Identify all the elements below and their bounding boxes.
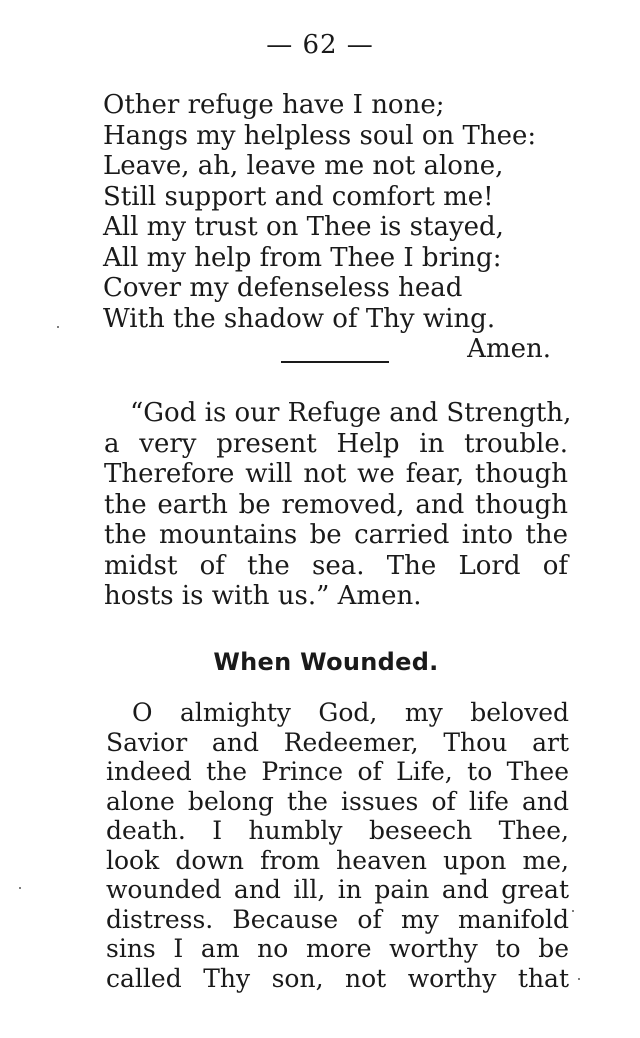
scan-speck xyxy=(578,978,580,980)
prayer-line: look down from heaven upon me, xyxy=(106,845,569,875)
hymn-stanza xyxy=(103,90,573,365)
prayer-line: death. I humbly beseech Thee, xyxy=(106,816,569,845)
scripture-line: Therefore will not we fear, though xyxy=(104,459,568,489)
prayer-line: alone belong the issues of life and xyxy=(106,786,569,816)
scan-speck xyxy=(19,887,21,889)
hymn-line: Cover my defenseless head xyxy=(103,273,463,303)
prayer-line: Savior and Redeemer, Thou art xyxy=(106,727,569,757)
scripture-line: the mountains be carried into the xyxy=(104,520,568,550)
scripture-line: hosts is with us.” Amen. xyxy=(104,581,422,611)
scripture-quote xyxy=(104,398,572,612)
scan-speck xyxy=(572,910,574,912)
section-divider xyxy=(281,361,389,363)
prayer-line: sins I am no more worthy to be xyxy=(106,934,569,963)
scripture-line: “God is our Refuge and Strength, xyxy=(130,398,572,428)
hymn-line: With the shadow of Thy wing. xyxy=(103,303,496,334)
scripture-line: a very present Help in trouble. xyxy=(104,428,568,459)
prayer-line: indeed the Prince of Life, to Thee xyxy=(106,757,569,786)
scan-speck xyxy=(57,326,59,328)
prayer-line: wounded and ill, in pain and great xyxy=(106,875,569,904)
hymn-line: Still support and comfort me! xyxy=(103,181,494,212)
page-number: — 62 — xyxy=(266,30,374,60)
prayer-body xyxy=(106,698,569,993)
prayer-line: O almighty God, my beloved xyxy=(132,698,569,727)
hymn-line: All my trust on Thee is stayed, xyxy=(103,212,504,242)
scripture-line: midst of the sea. The Lord of xyxy=(104,550,568,581)
prayer-line: called Thy son, not worthy that xyxy=(106,963,569,993)
prayer-heading: When Wounded. xyxy=(213,648,439,676)
hymn-line: Other refuge have I none; xyxy=(103,90,445,120)
prayer-line: distress. Because of my manifold xyxy=(106,904,569,934)
hymn-line: All my help from Thee I bring: xyxy=(103,242,502,273)
scripture-line: the earth be removed, and though xyxy=(104,489,568,520)
hymn-line: Hangs my helpless soul on Thee: xyxy=(103,120,537,151)
hymn-line: Leave, ah, leave me not alone, xyxy=(103,151,504,181)
hymn-amen: Amen. xyxy=(467,334,551,364)
